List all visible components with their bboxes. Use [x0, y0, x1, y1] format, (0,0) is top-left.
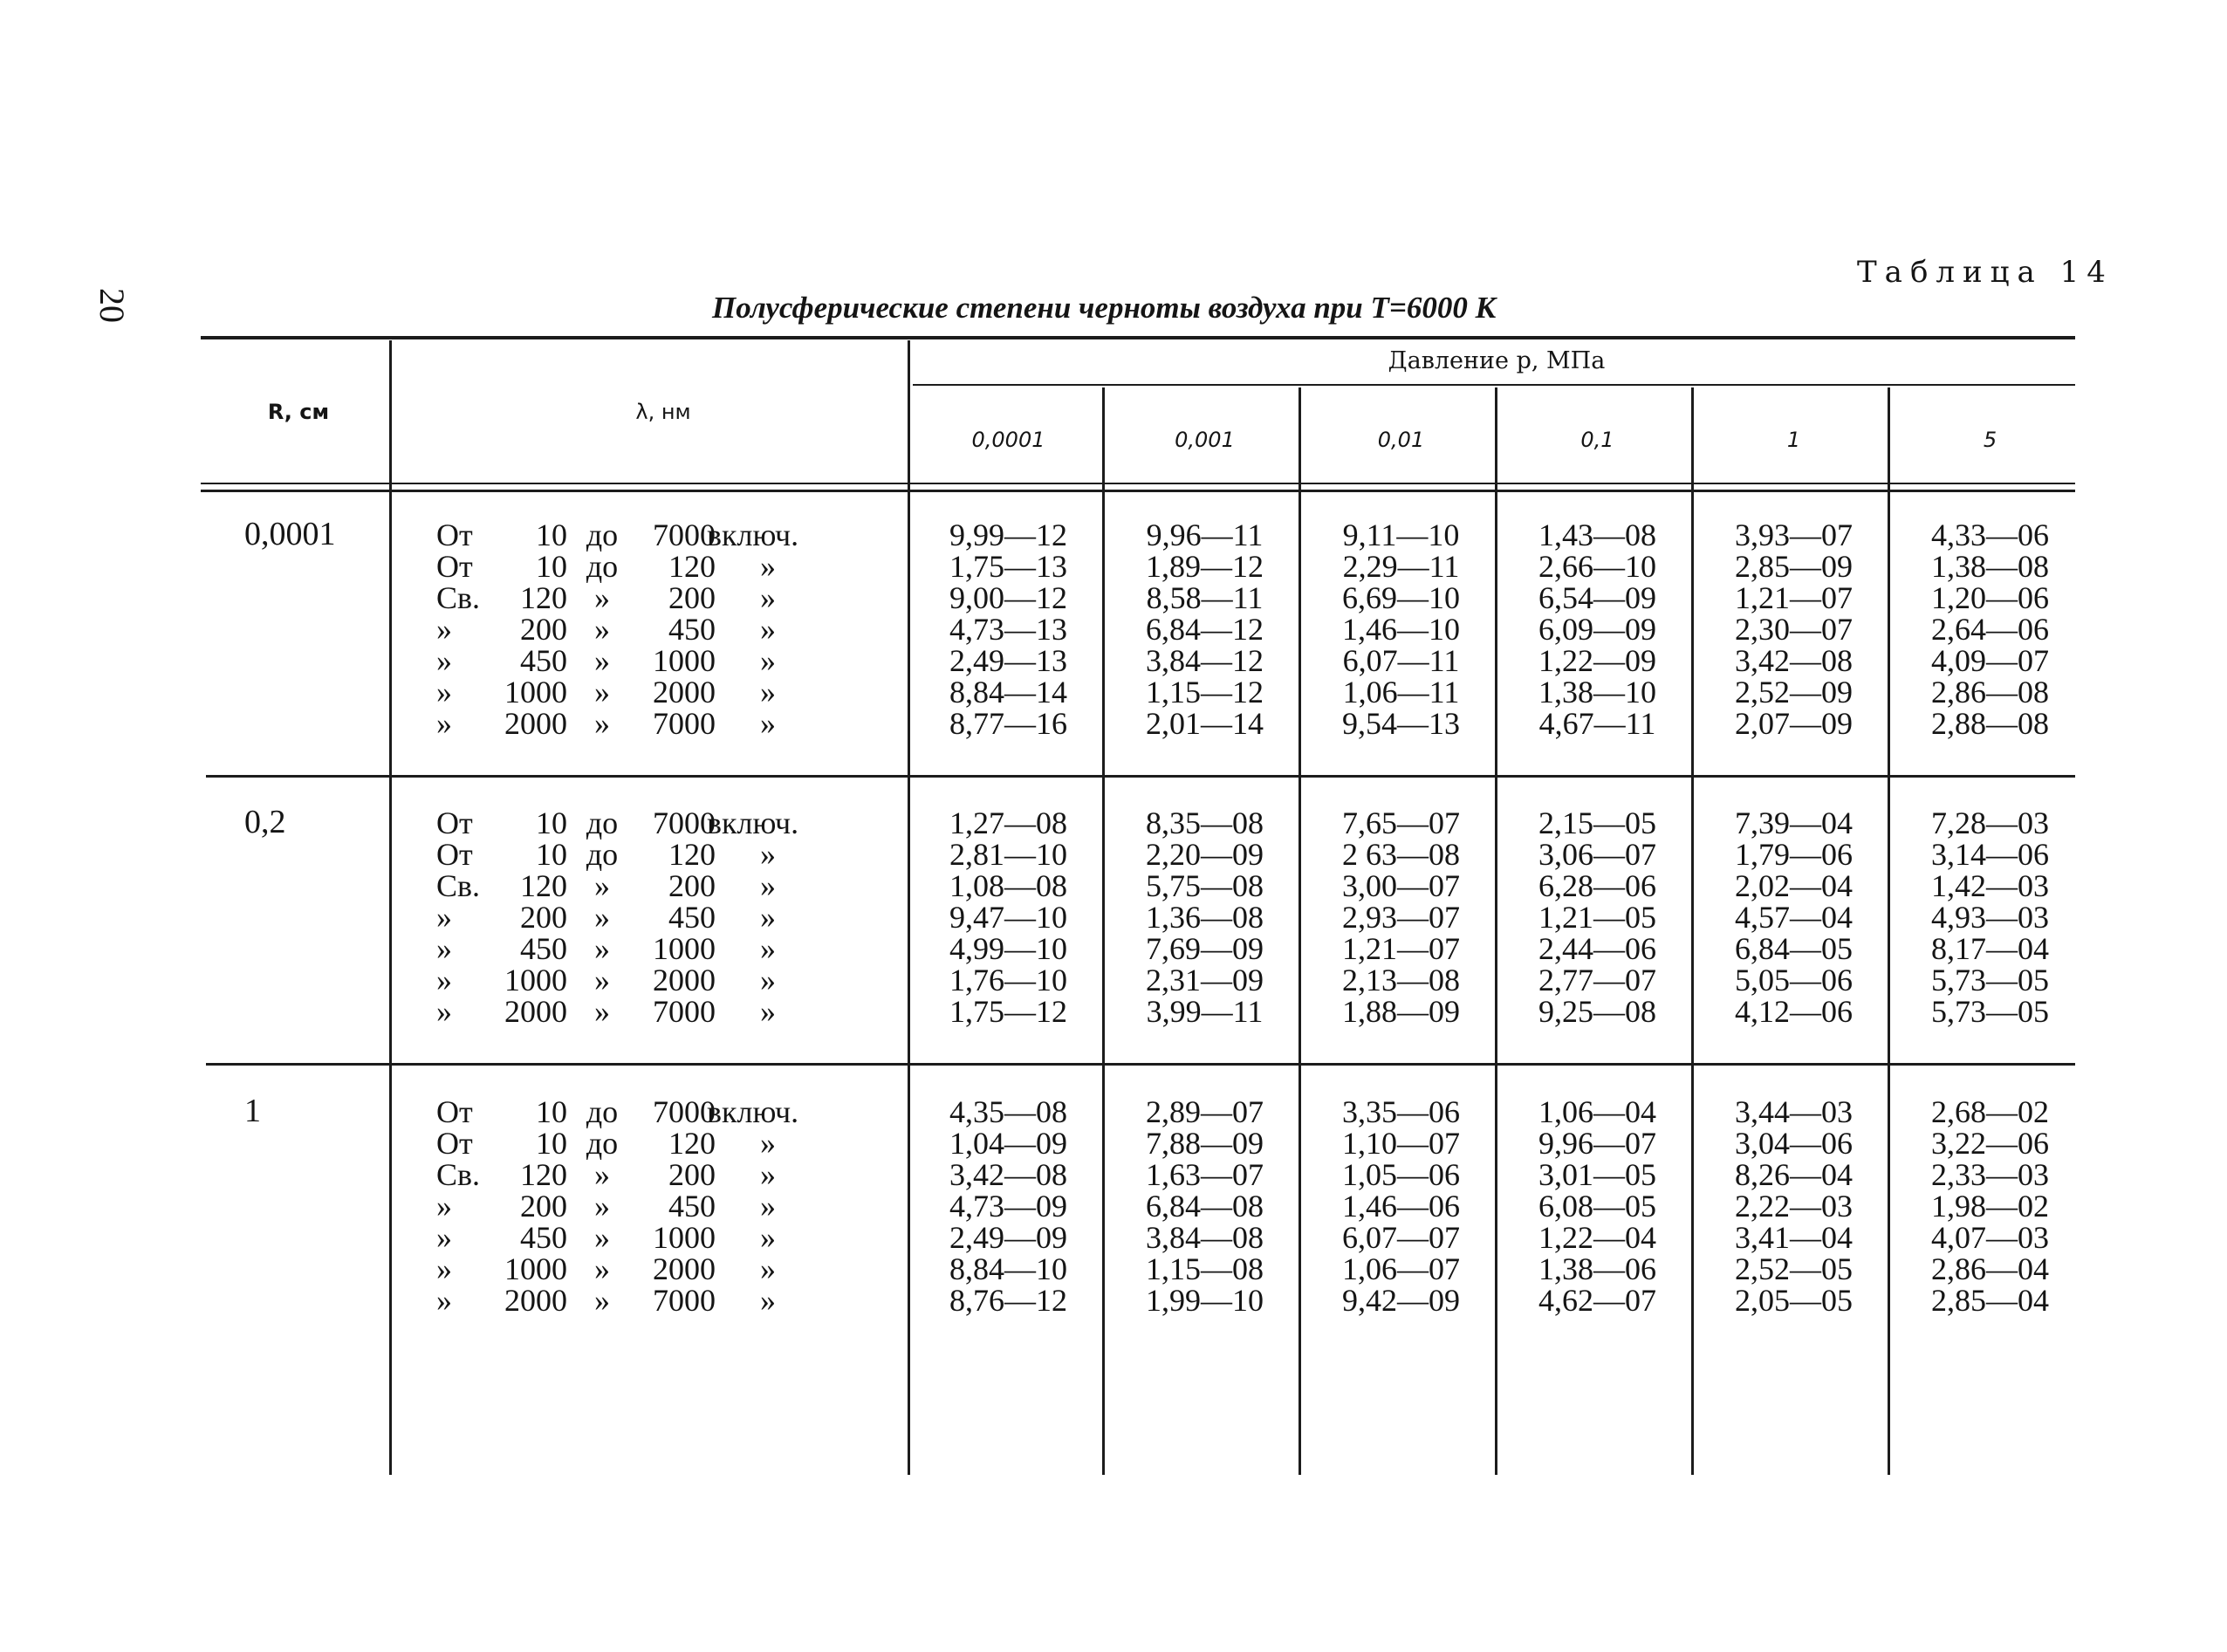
table-cell: 9,00—12: [949, 580, 1067, 615]
value-column: [1499, 1096, 1696, 1316]
value-column: [910, 519, 1107, 739]
value-column: [1696, 519, 1892, 739]
header-pressure: 0,1: [1580, 428, 1614, 452]
lambda-to: 7000: [653, 518, 716, 552]
table-cell: 2,15—05: [1538, 805, 1656, 840]
lambda-suffix: »: [760, 963, 776, 997]
table-cell: 7,88—09: [1146, 1126, 1264, 1161]
table-cell: 3,35—06: [1342, 1094, 1460, 1129]
lambda-to: 7000: [653, 994, 716, 1029]
lambda-mid: »: [594, 580, 610, 615]
table-cell: 1,63—07: [1146, 1157, 1264, 1192]
table-cell: 1,38—10: [1538, 675, 1656, 709]
lambda-to: 200: [668, 580, 716, 615]
header-rule-1: [201, 483, 2075, 484]
table-cell: 7,65—07: [1342, 805, 1460, 840]
table-cell: 1,06—04: [1538, 1094, 1656, 1129]
value-column: [1892, 1096, 2088, 1316]
table-cell: 3,42—08: [949, 1157, 1067, 1192]
lambda-to: 2000: [653, 1251, 716, 1286]
lambda-mid: до: [586, 1094, 619, 1129]
table-cell: 2,07—09: [1735, 706, 1853, 741]
table-cell: 6,07—11: [1342, 643, 1460, 678]
lambda-from: 200: [520, 1189, 567, 1224]
value-column: [1303, 807, 1499, 1027]
table-cell: 1,76—10: [949, 963, 1067, 997]
table-cell: 3,00—07: [1342, 868, 1460, 903]
lambda-from: 10: [536, 549, 567, 584]
table-cell: 1,21—07: [1342, 931, 1460, 966]
lambda-suffix: »: [760, 580, 776, 615]
table-cell: 2,44—06: [1538, 931, 1656, 966]
lambda-from: 120: [520, 868, 567, 903]
lambda-pre: От: [436, 518, 473, 552]
table-cell: 6,08—05: [1538, 1189, 1656, 1224]
table-cell: 7,69—09: [1146, 931, 1264, 966]
lambda-pre: »: [436, 706, 452, 741]
lambda-mid: »: [594, 1220, 610, 1255]
table-cell: 4,99—10: [949, 931, 1067, 966]
table-cell: 2,33—03: [1931, 1157, 2049, 1192]
table-cell: 2,88—08: [1931, 706, 2049, 741]
lambda-to: 120: [668, 549, 716, 584]
table-cell: 2,52—05: [1735, 1251, 1853, 1286]
table-cell: 1,36—08: [1146, 900, 1264, 935]
lambda-mid: до: [586, 805, 619, 840]
table-cell: 9,42—09: [1342, 1283, 1460, 1318]
table-cell: 4,73—09: [949, 1189, 1067, 1224]
table-cell: 2,66—10: [1538, 549, 1656, 584]
lambda-pre: От: [436, 1126, 473, 1161]
table-cell: 2,77—07: [1538, 963, 1656, 997]
table-cell: 2,86—04: [1931, 1251, 2049, 1286]
lambda-mid: »: [594, 1251, 610, 1286]
value-column: [1107, 1096, 1303, 1316]
value-column: [1303, 1096, 1499, 1316]
table-cell: 4,09—07: [1931, 643, 2049, 678]
lambda-to: 7000: [653, 805, 716, 840]
lambda-mid: »: [594, 900, 610, 935]
lambda-to: 2000: [653, 963, 716, 997]
header-pressure: 0,01: [1377, 428, 1425, 452]
lambda-mid: до: [586, 837, 619, 872]
lambda-suffix: »: [760, 900, 776, 935]
table-cell: 6,69—10: [1342, 580, 1460, 615]
table-cell: 1,89—12: [1146, 549, 1264, 584]
pressure-group-rule: [913, 384, 2075, 386]
table-cell: 1,15—12: [1146, 675, 1264, 709]
lambda-from: 2000: [504, 706, 567, 741]
table-cell: 1,10—07: [1342, 1126, 1460, 1161]
table-cell: 1,42—03: [1931, 868, 2049, 903]
lambda-mid: »: [594, 675, 610, 709]
value-column: [1892, 519, 2088, 739]
table-cell: 6,84—05: [1735, 931, 1853, 966]
table-cell: 1,05—06: [1342, 1157, 1460, 1192]
lambda-to: 450: [668, 612, 716, 647]
table-cell: 2 63—08: [1342, 837, 1460, 872]
lambda-suffix: включ.: [707, 1094, 799, 1129]
lambda-from: 120: [520, 1157, 567, 1192]
table-cell: 8,76—12: [949, 1283, 1067, 1318]
lambda-mid: до: [586, 518, 619, 552]
table-cell: 9,96—07: [1538, 1126, 1656, 1161]
table-cell: 5,73—05: [1931, 994, 2049, 1029]
header-pressure-group: Давление p, МПа: [1388, 347, 1606, 374]
header-pressure: 0,001: [1175, 428, 1235, 452]
table-cell: 5,75—08: [1146, 868, 1264, 903]
table-cell: 4,33—06: [1931, 518, 2049, 552]
table-cell: 4,35—08: [949, 1094, 1067, 1129]
lambda-to: 7000: [653, 1094, 716, 1129]
lambda-suffix: »: [760, 1126, 776, 1161]
lambda-mid: до: [586, 1126, 619, 1161]
value-column: [1696, 1096, 1892, 1316]
lambda-mid: »: [594, 931, 610, 966]
r-value: 0,0001: [244, 516, 336, 552]
lambda-from: 1000: [504, 1251, 567, 1286]
table-cell: 2,86—08: [1931, 675, 2049, 709]
table-cell: 7,39—04: [1735, 805, 1853, 840]
lambda-mid: »: [594, 643, 610, 678]
table-title: Полусферические степени черноты воздуха при T=6000 К: [712, 291, 1497, 325]
lambda-pre: »: [436, 931, 452, 966]
value-column: [1499, 519, 1696, 739]
lambda-mid: »: [594, 994, 610, 1029]
header-r: R, см: [267, 400, 330, 424]
table-cell: 4,67—11: [1538, 706, 1656, 741]
table-cell: 1,06—11: [1342, 675, 1460, 709]
table-cell: 9,96—11: [1146, 518, 1264, 552]
section-divider-1: [206, 775, 2075, 778]
lambda-suffix: »: [760, 612, 776, 647]
table-cell: 2,29—11: [1342, 549, 1460, 584]
lambda-to: 7000: [653, 1283, 716, 1318]
lambda-from: 2000: [504, 1283, 567, 1318]
table-cell: 9,54—13: [1342, 706, 1460, 741]
value-column: [910, 807, 1107, 1027]
lambda-pre: »: [436, 643, 452, 678]
table-cell: 1,27—08: [949, 805, 1067, 840]
lambda-to: 120: [668, 837, 716, 872]
lambda-suffix: »: [760, 1157, 776, 1192]
lambda-to: 2000: [653, 675, 716, 709]
lambda-from: 2000: [504, 994, 567, 1029]
table-cell: 2,05—05: [1735, 1283, 1853, 1318]
table-cell: 3,93—07: [1735, 518, 1853, 552]
header-pressure: 0,0001: [971, 428, 1045, 452]
lambda-pre: »: [436, 1220, 452, 1255]
lambda-pre: »: [436, 612, 452, 647]
lambda-pre: От: [436, 837, 473, 872]
lambda-suffix: »: [760, 706, 776, 741]
table-cell: 4,93—03: [1931, 900, 2049, 935]
table-cell: 3,06—07: [1538, 837, 1656, 872]
value-column: [1303, 519, 1499, 739]
lambda-from: 450: [520, 931, 567, 966]
table-cell: 2,52—09: [1735, 675, 1853, 709]
page-number: 20: [93, 288, 132, 323]
lambda-suffix: »: [760, 1283, 776, 1318]
table-cell: 8,84—10: [949, 1251, 1067, 1286]
lambda-from: 10: [536, 518, 567, 552]
table-cell: 1,22—09: [1538, 643, 1656, 678]
lambda-mid: »: [594, 868, 610, 903]
table-cell: 7,28—03: [1931, 805, 2049, 840]
lambda-pre: »: [436, 900, 452, 935]
table-cell: 3,44—03: [1735, 1094, 1853, 1129]
table-cell: 5,05—06: [1735, 963, 1853, 997]
table-cell: 8,26—04: [1735, 1157, 1853, 1192]
lambda-mid: »: [594, 963, 610, 997]
table-cell: 4,07—03: [1931, 1220, 2049, 1255]
table-cell: 1,43—08: [1538, 518, 1656, 552]
table-cell: 1,21—05: [1538, 900, 1656, 935]
lambda-to: 450: [668, 900, 716, 935]
table-cell: 3,01—05: [1538, 1157, 1656, 1192]
table-cell: 1,38—08: [1931, 549, 2049, 584]
table-cell: 3,14—06: [1931, 837, 2049, 872]
lambda-from: 1000: [504, 963, 567, 997]
value-column: [1499, 807, 1696, 1027]
table-cell: 1,08—08: [949, 868, 1067, 903]
table-cell: 1,75—12: [949, 994, 1067, 1029]
lambda-to: 450: [668, 1189, 716, 1224]
table-label: Таблица 14: [1857, 255, 2114, 290]
lambda-from: 120: [520, 580, 567, 615]
table-cell: 2,89—07: [1146, 1094, 1264, 1129]
lambda-to: 1000: [653, 931, 716, 966]
lambda-from: 10: [536, 1126, 567, 1161]
top-rule: [201, 336, 2075, 339]
lambda-to: 1000: [653, 1220, 716, 1255]
lambda-to: 120: [668, 1126, 716, 1161]
table-cell: 2,49—13: [949, 643, 1067, 678]
value-column: [1892, 807, 2088, 1027]
r-value: 1: [244, 1093, 261, 1129]
lambda-suffix: »: [760, 1251, 776, 1286]
table-cell: 2,13—08: [1342, 963, 1460, 997]
table-cell: 1,04—09: [949, 1126, 1067, 1161]
table-cell: 1,06—07: [1342, 1251, 1460, 1286]
lambda-pre: »: [436, 1189, 452, 1224]
table-cell: 3,22—06: [1931, 1126, 2049, 1161]
table-cell: 1,46—06: [1342, 1189, 1460, 1224]
lambda-to: 200: [668, 868, 716, 903]
lambda-to: 200: [668, 1157, 716, 1192]
table-cell: 3,99—11: [1146, 994, 1264, 1029]
table-cell: 8,35—08: [1146, 805, 1264, 840]
lambda-from: 450: [520, 1220, 567, 1255]
lambda-mid: »: [594, 706, 610, 741]
lambda-suffix: »: [760, 1189, 776, 1224]
lambda-suffix: »: [760, 994, 776, 1029]
lambda-to: 1000: [653, 643, 716, 678]
table-cell: 6,07—07: [1342, 1220, 1460, 1255]
table-cell: 2,49—09: [949, 1220, 1067, 1255]
table-cell: 1,38—06: [1538, 1251, 1656, 1286]
table-cell: 2,31—09: [1146, 963, 1264, 997]
lambda-pre: Св.: [436, 1157, 481, 1192]
table-cell: 8,77—16: [949, 706, 1067, 741]
lambda-suffix: »: [760, 837, 776, 872]
table-cell: 2,85—04: [1931, 1283, 2049, 1318]
table-cell: 3,84—12: [1146, 643, 1264, 678]
lambda-to: 7000: [653, 706, 716, 741]
table-cell: 1,15—08: [1146, 1251, 1264, 1286]
lambda-pre: »: [436, 675, 452, 709]
lambda-pre: Св.: [436, 868, 481, 903]
lambda-from: 200: [520, 900, 567, 935]
lambda-pre: »: [436, 1283, 452, 1318]
table-cell: 9,47—10: [949, 900, 1067, 935]
lambda-pre: От: [436, 1094, 473, 1129]
table-cell: 8,17—04: [1931, 931, 2049, 966]
table-cell: 6,84—08: [1146, 1189, 1264, 1224]
table-cell: 1,99—10: [1146, 1283, 1264, 1318]
table-cell: 6,84—12: [1146, 612, 1264, 647]
lambda-suffix: включ.: [707, 805, 799, 840]
header-rule-2: [201, 490, 2075, 492]
table-cell: 1,20—06: [1931, 580, 2049, 615]
col-rule-r: [389, 340, 392, 1475]
lambda-suffix: »: [760, 1220, 776, 1255]
table-cell: 1,79—06: [1735, 837, 1853, 872]
table-cell: 1,98—02: [1931, 1189, 2049, 1224]
lambda-pre: »: [436, 963, 452, 997]
lambda-mid: »: [594, 1157, 610, 1192]
lambda-mid: »: [594, 1283, 610, 1318]
table-cell: 3,04—06: [1735, 1126, 1853, 1161]
lambda-from: 1000: [504, 675, 567, 709]
lambda-from: 10: [536, 837, 567, 872]
table-cell: 4,62—07: [1538, 1283, 1656, 1318]
lambda-from: 10: [536, 805, 567, 840]
table-cell: 6,09—09: [1538, 612, 1656, 647]
section-divider-2: [206, 1063, 2075, 1066]
table-cell: 9,99—12: [949, 518, 1067, 552]
lambda-suffix: »: [760, 643, 776, 678]
lambda-suffix: »: [760, 675, 776, 709]
lambda-from: 450: [520, 643, 567, 678]
table-cell: 1,75—13: [949, 549, 1067, 584]
table-cell: 3,84—08: [1146, 1220, 1264, 1255]
lambda-from: 200: [520, 612, 567, 647]
table-cell: 2,02—04: [1735, 868, 1853, 903]
lambda-pre: »: [436, 1251, 452, 1286]
table-cell: 2,20—09: [1146, 837, 1264, 872]
table-cell: 2,93—07: [1342, 900, 1460, 935]
lambda-mid: до: [586, 549, 619, 584]
header-lambda: λ, нм: [635, 400, 691, 424]
table-cell: 8,58—11: [1146, 580, 1264, 615]
table-cell: 2,85—09: [1735, 549, 1853, 584]
table-cell: 6,28—06: [1538, 868, 1656, 903]
header-pressure: 5: [1983, 428, 1997, 452]
value-column: [1107, 807, 1303, 1027]
table-cell: 9,11—10: [1342, 518, 1460, 552]
table-cell: 1,46—10: [1342, 612, 1460, 647]
table-cell: 1,22—04: [1538, 1220, 1656, 1255]
lambda-from: 10: [536, 1094, 567, 1129]
table-cell: 2,22—03: [1735, 1189, 1853, 1224]
table-cell: 4,12—06: [1735, 994, 1853, 1029]
table-cell: 2,01—14: [1146, 706, 1264, 741]
value-column: [1107, 519, 1303, 739]
table-cell: 8,84—14: [949, 675, 1067, 709]
table-cell: 1,21—07: [1735, 580, 1853, 615]
table-cell: 2,64—06: [1931, 612, 2049, 647]
lambda-suffix: »: [760, 549, 776, 584]
lambda-suffix: »: [760, 868, 776, 903]
table-cell: 3,42—08: [1735, 643, 1853, 678]
table-cell: 3,41—04: [1735, 1220, 1853, 1255]
table-cell: 9,25—08: [1538, 994, 1656, 1029]
table-cell: 6,54—09: [1538, 580, 1656, 615]
r-value: 0,2: [244, 804, 286, 840]
table-cell: 5,73—05: [1931, 963, 2049, 997]
table-cell: 2,30—07: [1735, 612, 1853, 647]
lambda-pre: »: [436, 994, 452, 1029]
header-pressure: 1: [1786, 428, 1801, 452]
table-cell: 1,88—09: [1342, 994, 1460, 1029]
value-column: [910, 1096, 1107, 1316]
table-cell: 4,57—04: [1735, 900, 1853, 935]
lambda-pre: От: [436, 805, 473, 840]
table-cell: 4,73—13: [949, 612, 1067, 647]
value-column: [1696, 807, 1892, 1027]
lambda-mid: »: [594, 612, 610, 647]
lambda-mid: »: [594, 1189, 610, 1224]
table-cell: 2,68—02: [1931, 1094, 2049, 1129]
lambda-suffix: включ.: [707, 518, 799, 552]
lambda-pre: От: [436, 549, 473, 584]
lambda-pre: Св.: [436, 580, 481, 615]
table-cell: 2,81—10: [949, 837, 1067, 872]
lambda-suffix: »: [760, 931, 776, 966]
